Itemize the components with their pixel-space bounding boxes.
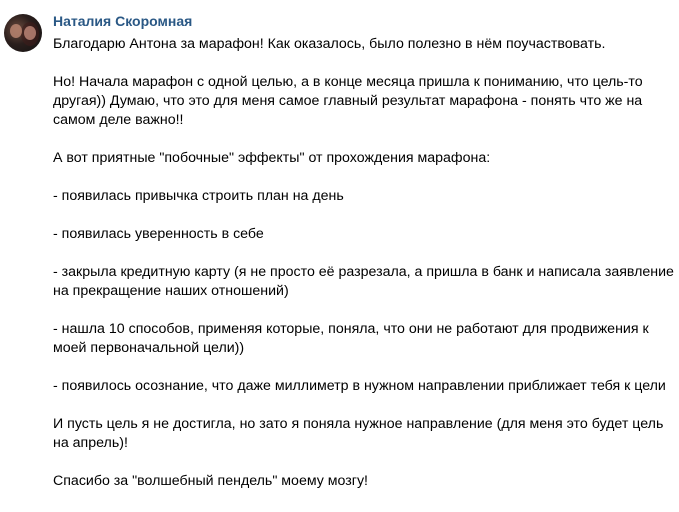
post-text bbox=[53, 35, 675, 510]
author-name-link[interactable]: Наталия Скоромная bbox=[53, 13, 193, 29]
post-paragraph: Спасибо за "волшебный пендель" моему мозгу! bbox=[53, 473, 368, 489]
avatar-photo-detail bbox=[10, 24, 22, 38]
post-paragraph: Но! Начала марафон с одной целью, а в конце месяца пришла к пониманию, что цель-то другая)) Думаю, что это для меня самое главный результат марафона - понять что же на самом деле важно!! bbox=[53, 74, 643, 128]
post-paragraph: А вот приятные "побочные" эффекты" от прохождения марафона: bbox=[53, 150, 491, 166]
post-paragraph: И пусть цель я не достигла, но зато я поняла нужное направление (для меня это будет цель на апрель)! bbox=[53, 416, 664, 451]
avatar-photo-detail bbox=[24, 26, 36, 40]
post-paragraph: - нашла 10 способов, применяя которые, поняла, что они не работают для продвижения к моей первоначальной цели)) bbox=[53, 321, 649, 356]
post-paragraph: - появилась уверенность в себе bbox=[53, 226, 264, 242]
post-paragraph: - закрыла кредитную карту (я не просто её разрезала, а пришла в банк и написала заявление на прекращение наших отношений) bbox=[53, 264, 674, 299]
post-paragraph: Благодарю Антона за марафон! Как оказалось, было полезно в нём поучаствовать. bbox=[53, 36, 606, 52]
avatar[interactable] bbox=[4, 14, 42, 52]
post-paragraph: - появилось осознание, что даже миллиметр в нужном направлении приближает тебя к цели bbox=[53, 378, 666, 394]
post-paragraph: - появилась привычка строить план на день bbox=[53, 188, 344, 204]
